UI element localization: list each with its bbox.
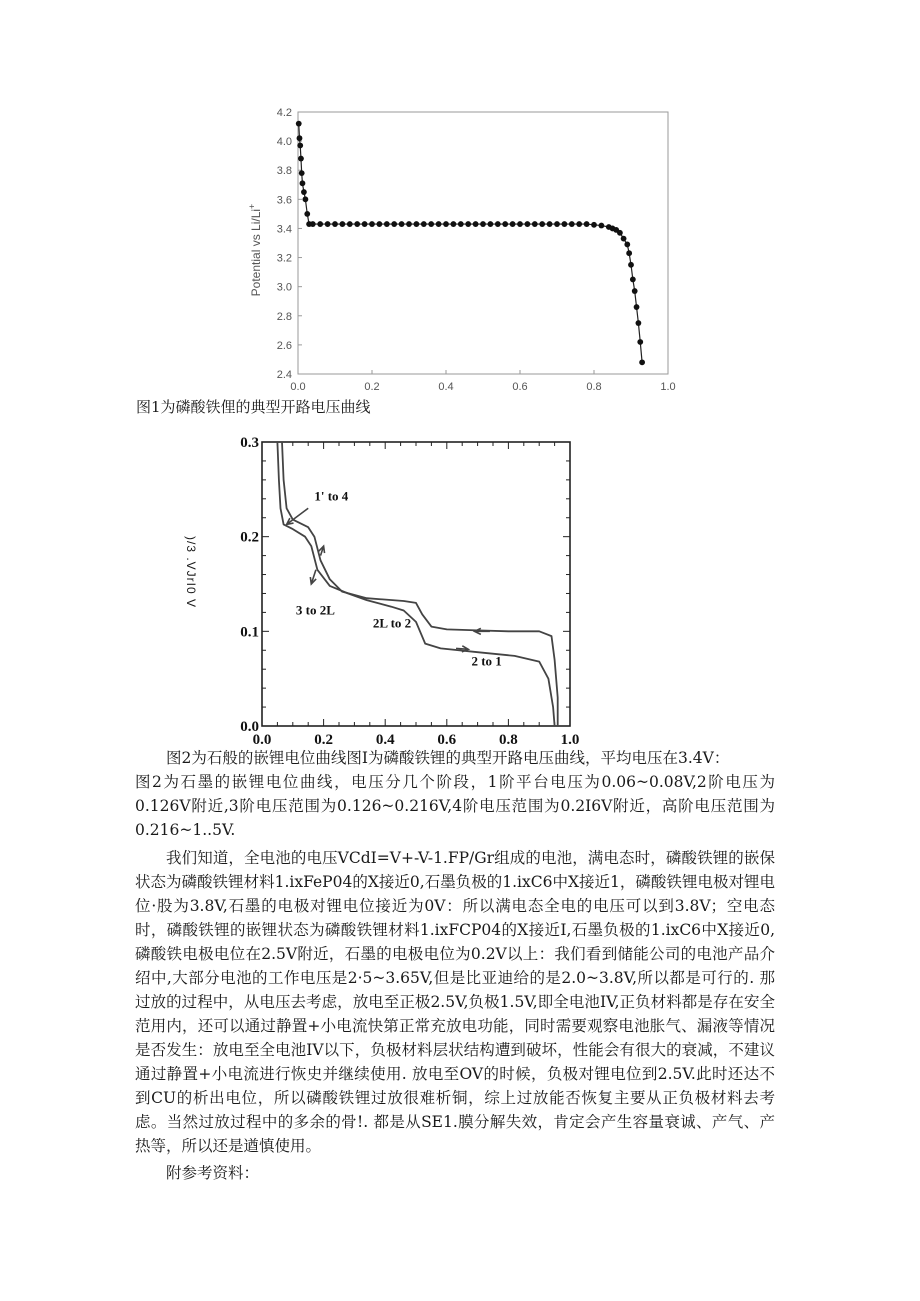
figure2-arrow bbox=[475, 628, 490, 634]
figure1-data-point bbox=[332, 221, 338, 227]
figure1-xtick-label: 0.6 bbox=[512, 381, 528, 393]
figure2-ylabel: )/3 .VJrI0 V bbox=[184, 536, 198, 609]
figure1-data-point bbox=[569, 221, 575, 227]
figure1-data-point bbox=[443, 221, 449, 227]
figure1-data-point bbox=[391, 221, 397, 227]
figure1-data-point bbox=[562, 221, 568, 227]
figure1-ticks bbox=[277, 107, 676, 393]
figure1-data-point bbox=[296, 121, 302, 127]
figure1-data-point bbox=[428, 221, 434, 227]
figure1-data-point bbox=[298, 156, 304, 162]
figure1-data-point bbox=[628, 262, 634, 268]
figure1-ytick-label: 4.0 bbox=[276, 136, 292, 149]
figure2-annotations bbox=[296, 489, 502, 669]
figure1-curve bbox=[299, 124, 642, 363]
figure1-data-point bbox=[303, 196, 309, 202]
figure1-data-point bbox=[576, 221, 582, 227]
figure1-data-point bbox=[584, 221, 590, 227]
figure1-data-point bbox=[301, 189, 307, 195]
figure2-axes bbox=[262, 442, 570, 726]
figure1-ytick-label: 3.6 bbox=[276, 194, 292, 207]
figure2-ytick-label: 0.0 bbox=[240, 719, 259, 735]
figure1-data-point bbox=[621, 236, 627, 242]
figure1-data-point bbox=[591, 222, 597, 228]
figure1-data-point bbox=[502, 221, 508, 227]
figure1-data-point bbox=[480, 221, 486, 227]
paragraph-1 bbox=[135, 746, 775, 842]
figure1-xtick-label: 0.8 bbox=[586, 381, 602, 393]
figure1-data-point bbox=[300, 180, 306, 186]
figure2-xtick-label: 0.0 bbox=[252, 732, 272, 748]
figure1-data-point bbox=[299, 170, 305, 176]
figure1-ytick-label: 3.8 bbox=[276, 165, 292, 178]
figure1-data-point bbox=[310, 221, 316, 227]
figure1-ytick-label: 3.4 bbox=[276, 223, 292, 236]
figure1-data-point bbox=[495, 221, 501, 227]
figure1-data-point bbox=[532, 221, 538, 227]
figure2-xtick-label: 0.2 bbox=[314, 732, 333, 748]
figure1-data-point bbox=[488, 221, 494, 227]
paragraph-1-rest: 图2为石墨的嵌锂电位曲线，电压分几个阶段，1阶平台电压为0.06~0.08V,2阶电压为0.126V附近,3阶电压范围为0.126~0.216V,4阶电压范围为0.2I6V附近，高阶电压范围为0.216~1..5V. bbox=[135, 773, 775, 839]
paragraph-2: 我们知道，全电池的电压VCdI=V+-V-1.FP/Gr组成的电池，满电态时，磷酸铁锂的嵌保状态为磷酸铁锂材料1.ixFeP04的X接近0,石墨负极的1.ixC6中X接近1，磷酸铁锂电极对锂电位·股为3.8V,石墨的电极对锂电位接近为0V：所以满电态全电的电压可以到3.8V；空电态时，磷酸铁锂的嵌锂状态为磷酸铁锂材料1.ixFCP04的X接近I,石墨负极的1.ixC6中X接近0,磷酸铁电极电位在2.5V附近，石墨的电极电位为0.2V以上：我们看到储能公司的电池产品介绍中,大部分电池的工作电压是2·5~3.65V,但是比亚迪给的是2.0~3.8V,所以都是可行的. 那过放的过程中，从电压去考虑，放电至正极2.5V,负极1.5V,即全电池IV,正负材料都是存在安全范用内，还可以通过静置+小电流快第正常充放电功能，同时需要观察电池胀气、漏液等情况是否发生：放电至全电池IV以下，负极材料层状结构遭到破坏，性能会有很大的衰减，不建议通过静置+小电流进行恢史并继续使用. 放电至OV的时候，负极对锂电位到2.5V.此时还达不到CU的析出电位，所以磷酸铁锂过放很难析铜，综上过放能否恢复主要从正负极材料去考虑。当然过放过程中的多余的骨!. 都是从SE1.膜分解失效，肯定会产生容量衰诚、产气、产热等，所以还是遒慎使用。 bbox=[135, 849, 775, 1155]
figure1-xtick-label: 1.0 bbox=[660, 381, 676, 393]
figure1-data-point bbox=[354, 221, 360, 227]
figure2-annotation: 3 to 2L bbox=[295, 602, 335, 618]
figure2-frame bbox=[262, 442, 570, 726]
figure1-xtick-label: 0.4 bbox=[438, 381, 454, 393]
figure1-data-point bbox=[436, 221, 442, 227]
figure1-data-point bbox=[317, 221, 323, 227]
figure1-data-point bbox=[304, 211, 310, 217]
figure1-ytick-label: 2.6 bbox=[276, 339, 292, 352]
figure1-data-point bbox=[340, 221, 346, 227]
figure1-data-point bbox=[362, 221, 368, 227]
figure1-ytick-label: 2.8 bbox=[276, 310, 292, 323]
figure1-data-point bbox=[325, 221, 331, 227]
figure1-data-point bbox=[554, 221, 560, 227]
figure1-ytick-label: 4.2 bbox=[276, 107, 292, 119]
figure1-data-point bbox=[406, 221, 412, 227]
figure1-data-point bbox=[297, 135, 303, 141]
figure1-frame bbox=[298, 112, 668, 374]
figure2-xtick-label: 0.4 bbox=[375, 732, 395, 748]
figure1-data-point bbox=[634, 304, 640, 310]
figure2-ticks bbox=[240, 435, 579, 748]
figure2-arrow bbox=[310, 570, 316, 584]
figure2-annotation: 2 to 1 bbox=[471, 653, 502, 669]
figure1-data-point bbox=[347, 221, 353, 227]
figure1-data-point bbox=[473, 221, 479, 227]
figure2-xtick-label: 1.0 bbox=[560, 732, 580, 748]
paragraph-1-line1: 图2为石般的嵌锂电位曲线图I为磷酸铁锂的典型开路电压曲线，平均电压在3.4V： bbox=[166, 749, 730, 767]
figure1-data-point bbox=[636, 320, 642, 326]
figure1-data-point bbox=[626, 250, 632, 256]
figure1-data-point bbox=[465, 221, 471, 227]
figure1-data-point bbox=[414, 221, 420, 227]
figure1-data-point bbox=[599, 223, 605, 229]
figure1-data-point bbox=[369, 221, 375, 227]
figure2-annotation: 1' to 4 bbox=[314, 488, 349, 504]
figure1-chart bbox=[240, 100, 680, 396]
figure1-data-point bbox=[517, 221, 523, 227]
figure1-ytick-label: 2.4 bbox=[276, 369, 292, 381]
figure2-ytick-label: 0.3 bbox=[240, 435, 259, 451]
figure2-ytick-label: 0.1 bbox=[240, 624, 259, 641]
figure1-xtick-label: 0.2 bbox=[364, 381, 380, 393]
figure2-xtick-label: 0.6 bbox=[437, 732, 457, 748]
figure1-ylabel: Potential vs Li/Li+ bbox=[247, 203, 263, 297]
figure1-data-point bbox=[458, 221, 464, 227]
figure2-charge-curve bbox=[277, 442, 554, 726]
figure2-annotation: 2L to 2 bbox=[372, 615, 412, 631]
figure1-data-point bbox=[525, 221, 531, 227]
figure1-ytick-label: 3.0 bbox=[276, 281, 292, 294]
figure1-points bbox=[296, 121, 645, 366]
figure1-caption: 图1为磷酸铁俚的典型开路电压曲线 bbox=[136, 398, 371, 416]
figure1-axes bbox=[298, 112, 668, 374]
figure2-chart bbox=[228, 434, 588, 750]
figure1-data-point bbox=[399, 221, 405, 227]
figure1-data-point bbox=[547, 221, 553, 227]
figure2-ytick-label: 0.2 bbox=[240, 529, 259, 546]
figure2-discharge-curve bbox=[282, 442, 558, 726]
figure1-data-point bbox=[617, 230, 623, 236]
figure1-data-point bbox=[510, 221, 516, 227]
figure1-xtick-label: 0.0 bbox=[290, 381, 306, 393]
figure1-ytick-label: 3.2 bbox=[276, 252, 292, 265]
figure1-data-point bbox=[639, 359, 645, 365]
figure1-data-point bbox=[539, 221, 545, 227]
paragraph-3: 附参考资料： bbox=[166, 1164, 260, 1182]
figure1-data-point bbox=[630, 276, 636, 282]
figure2-lines bbox=[277, 442, 557, 726]
figure1-data-point bbox=[624, 242, 630, 248]
figure2-xtick-label: 0.8 bbox=[499, 732, 518, 748]
figure1-data-point bbox=[632, 288, 638, 294]
figure1-data-point bbox=[451, 221, 457, 227]
figure1-data-point bbox=[384, 221, 390, 227]
figure1-data-point bbox=[637, 339, 643, 345]
figure1-data-point bbox=[377, 221, 383, 227]
figure1-data-point bbox=[297, 143, 303, 149]
figure1-data-point bbox=[421, 221, 427, 227]
